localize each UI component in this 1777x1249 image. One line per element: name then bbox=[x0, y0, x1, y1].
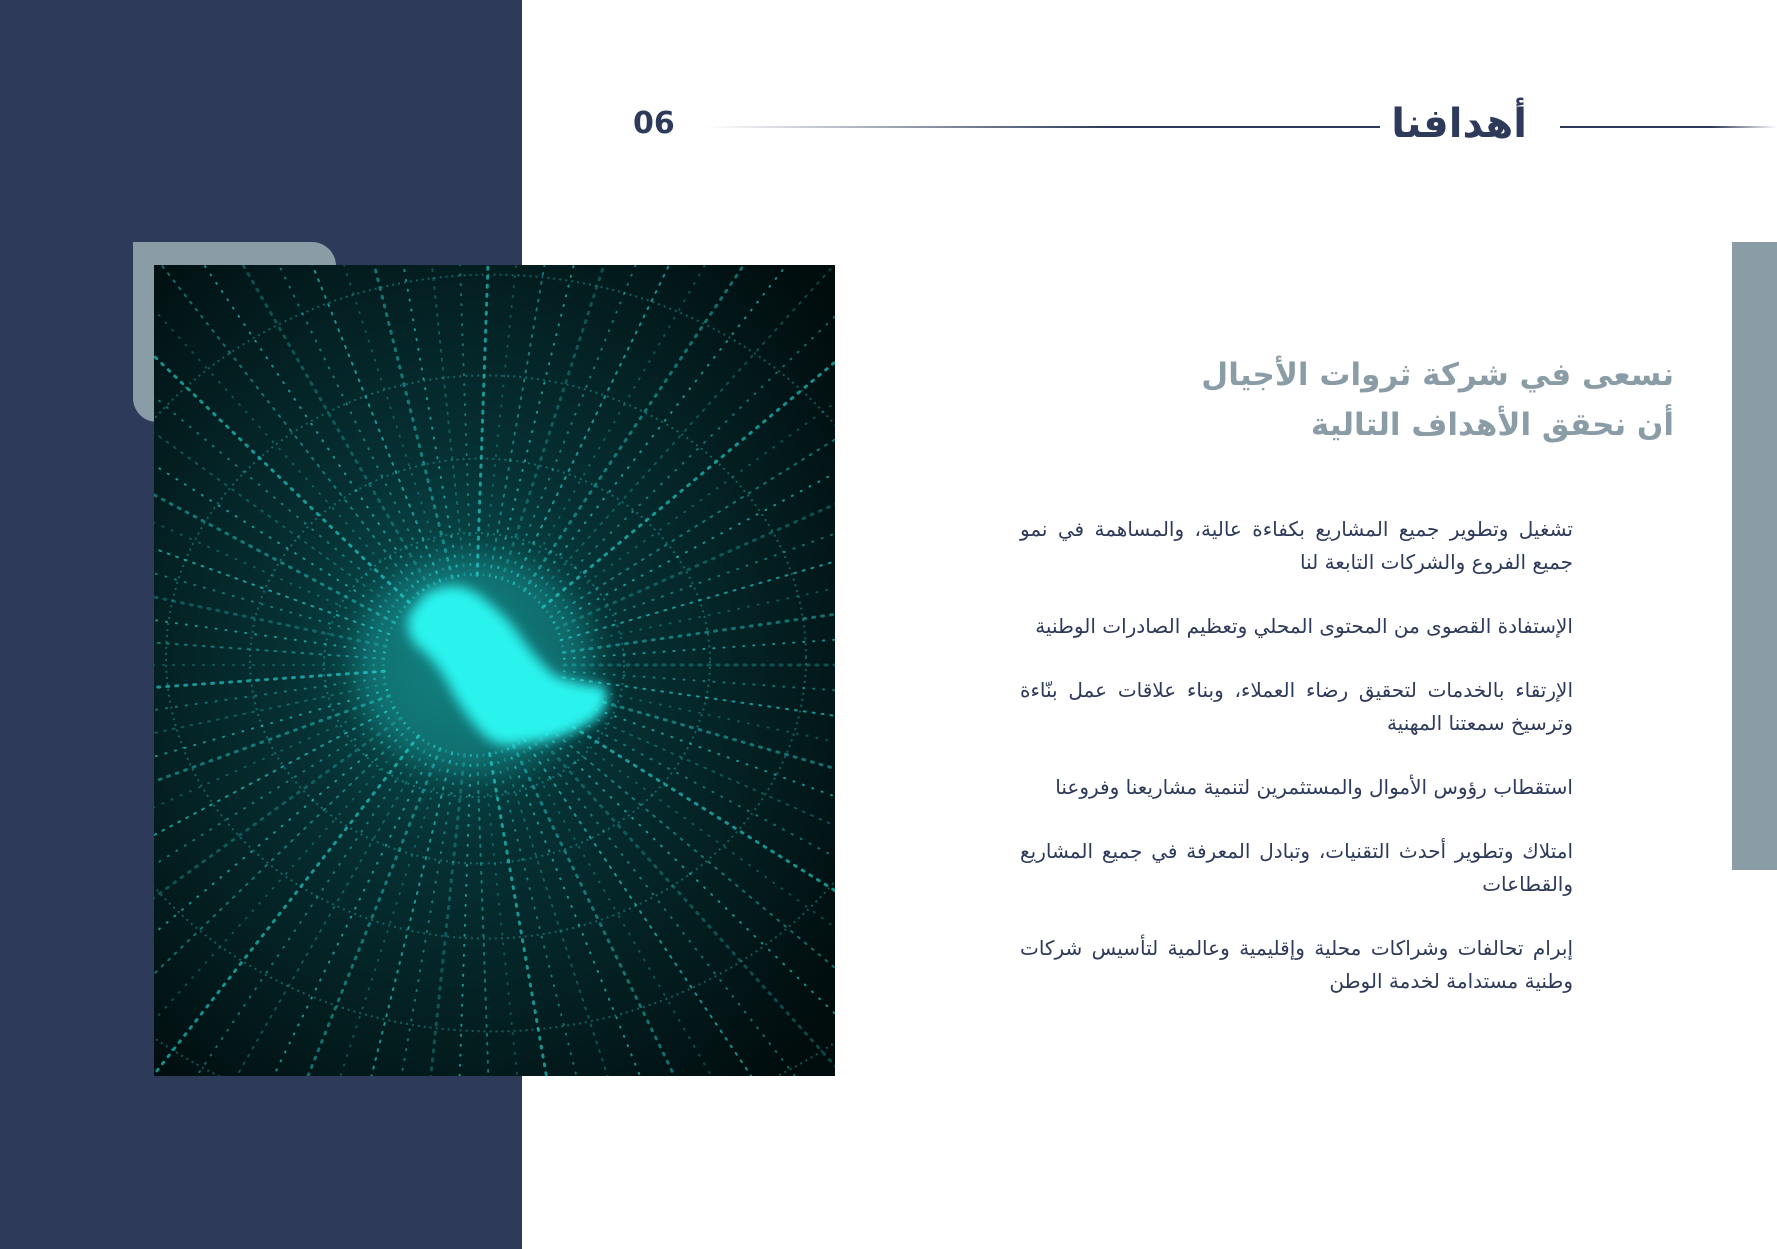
goal-item: الإستفادة القصوى من المحتوى المحلي وتعظيم الصادرات الوطنية bbox=[1035, 614, 1573, 638]
page-title: أهدافنا bbox=[1391, 101, 1527, 147]
intro-line-2: أن نحقق الأهداف التالية bbox=[1310, 407, 1674, 443]
intro-line-1: نسعى في شركة ثروات الأجيال bbox=[1201, 357, 1674, 393]
goal-item: تشغيل وتطوير جميع المشاريع بكفاءة عالية، والمساهمة في نمو جميع الفروع والشركات التابعة لنا bbox=[1020, 517, 1573, 574]
goal-item: إبرام تحالفات وشراكات محلية وإقليمية وعالمية لتأسيس شركات وطنية مستدامة لخدمة الوطن bbox=[1020, 936, 1573, 993]
page-number: 06 bbox=[633, 106, 675, 141]
header-divider-line-right bbox=[1560, 126, 1777, 128]
hero-image-digital-map bbox=[154, 265, 835, 1076]
right-accent-bar bbox=[1732, 242, 1777, 870]
goal-item: امتلاك وتطوير أحدث التقنيات، وتبادل المعرفة في جميع المشاريع والقطاعات bbox=[1020, 839, 1573, 896]
goal-item: استقطاب رؤوس الأموال والمستثمرين لتنمية مشاريعنا وفروعنا bbox=[1055, 775, 1573, 799]
goal-item: الإرتقاء بالخدمات لتحقيق رضاء العملاء، وبناء علاقات عمل بنّاءة وترسيخ سمعتنا المهنية bbox=[1020, 678, 1573, 735]
goals-list bbox=[1020, 513, 1573, 1029]
header-divider-line bbox=[705, 126, 1380, 128]
intro-heading bbox=[974, 350, 1674, 450]
